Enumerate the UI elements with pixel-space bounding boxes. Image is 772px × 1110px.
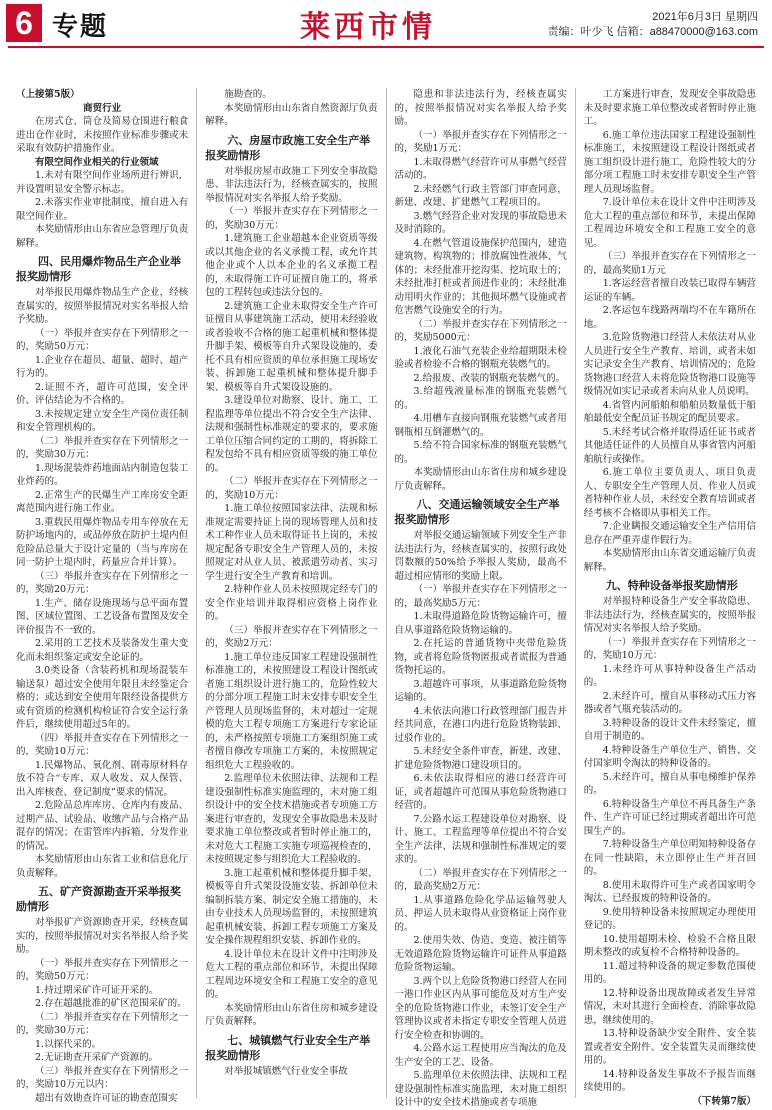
- article-column: [196, 88, 385, 1098]
- paragraph: 2.客运包车线路两端均不在车籍所在地。: [583, 305, 756, 330]
- paragraph: 2.未经燃气行政主管部门审查同意，新建、改建、扩建燃气工程项目的。: [394, 183, 567, 208]
- paragraph: （一）举报并查实存在下列情形之一的，奖励50万元：: [16, 957, 189, 982]
- paragraph: 2.给报废、改装的钢瓶充装燃气的。: [413, 372, 566, 384]
- paragraph: 6.施工单位违法国家工程建设强制性标准施工，未按照建设工程设计图纸或者施工组织设计进行施工，危险性较大的分部分项工程施工时未安排专职安全生产管理人员现场监督。: [583, 129, 756, 195]
- paragraph: 10.使用超期未检、检验不合格且限期未整改的或复检不合格特种设备的。: [583, 933, 756, 958]
- paragraph: 1.企业存在超员、超量、超时、超产行为的。: [16, 354, 189, 379]
- paragraph: 4.公路水运工程使用应当淘汰的危及生产安全的工艺、设备。: [394, 1043, 567, 1068]
- section-heading: 九、特种设备举报奖励情形: [605, 579, 738, 592]
- section-heading: 五、矿产资源勘查开采举报奖励情形: [16, 885, 181, 913]
- paragraph: 4.未依法向港口行政管理部门报告并经其同意，在港口内进行危险货物装卸、过驳作业的。: [394, 705, 567, 744]
- paragraph: 7.特种设备生产单位明知特种设备存在同一性缺陷，未立即停止生产并召回的。: [583, 839, 756, 877]
- subsection-heading: 有限空间作业相关的行业领域: [35, 156, 159, 168]
- paragraph: 6.特种设备生产单位不再具备生产条件、生产许可证已经过期或者超出许可范围生产的。: [583, 798, 756, 837]
- paragraph: 1.未取得道路危险货物运输许可，擅自从事道路危险货物运输的。: [394, 611, 567, 636]
- paragraph: 本奖励情形由山东省住房和城乡建设厅负责解释。: [205, 1002, 378, 1027]
- paragraph: 3.超越许可事项，从事道路危险货物运输的。: [394, 678, 567, 703]
- paragraph: 1.以探代采的。: [35, 1038, 102, 1050]
- paragraph: 6.未依法取得相应的港口经营许可证，或者超越许可范围从事危险货物港口经营的。: [394, 773, 567, 811]
- paragraph: 3.施工起重机械和整体提升脚手架、模板等自升式架设设施安装、拆卸单位未编制拆装方案、制定安全施工措施的，未由专业技术人员现场监督的，未按照建筑起重机械安装、拆卸工程专项施工方案及安全操作规程组织安装、拆卸作业的。: [205, 867, 378, 946]
- paragraph: 14.特种设备发生事故不予报告而继续使用的。: [583, 1068, 756, 1093]
- paragraph: 本奖励情形由山东省交通运输厅负责解释。: [583, 548, 756, 573]
- paragraph: 3.0类设备（含装药机和现场混装车输送泵）超过安全使用年限且未经鉴定合格的；或达到安全使用年限经设备提供方或有资质的检测机构检证符合安全运行条件后，继续使用超过5年的。: [16, 665, 189, 730]
- paragraph: 隐患和非法违法行为，经核查属实的，按照举报情况对实名举报人给予奖励。: [394, 89, 567, 127]
- page-header: [0, 0, 772, 48]
- issue-date: 2021年6月3日 星期四: [652, 11, 758, 23]
- paragraph: 2.存在超越批准的矿区范围采矿的。: [35, 998, 187, 1009]
- paragraph: （一）举报并查实存在下列情形之一的，奖励50万元：: [16, 327, 189, 352]
- paragraph: 2.使用失效、伪造、变造、被注销等无效道路危险货物运输许可证件从事道路危险货物运输。: [394, 935, 567, 973]
- paragraph: 2.证照不齐，超许可范围，安全评价、评估结论为不合格的。: [16, 381, 189, 406]
- paragraph: 4.用槽车直接向钢瓶充装燃气或者用钢瓶相互倒灌燃气的。: [394, 413, 567, 438]
- paragraph: 7.企业瞒报交通运输安全生产信用信息存在严重弄虚作假行为。: [583, 521, 756, 546]
- newspaper-masthead: 莱西市情: [300, 10, 436, 45]
- paragraph: 5.监理单位未依照法律、法规和工程建设强制性标准实施监理，未对施工组织设计中的安全技术措施或者专项施: [394, 1070, 567, 1108]
- paragraph: 本奖励情形由山东省应急管理厅负责解释。: [16, 224, 189, 249]
- paragraph: 1.施工单位按照国家法律、法规和标准规定需要持证上岗的现场管理人员和技术工种作业人员未取得证书上岗的，未按规定配备专职安全生产管理人员的，未按照规定对从业人员、被派遣劳动者、实习学生进行安全生产教育和培训。: [205, 503, 378, 582]
- paragraph: 1.液化石油气充装企业给超期限未检验或者检验不合格的钢瓶充装燃气的。: [394, 345, 567, 370]
- paragraph: 3.两个以上危险货物港口经营人在同一港口作业区内从事可能危及对方生产安全的危险货物港口作业，未签订安全生产管理协议或者未指定专职安全管理人员进行安全检查和协调的。: [394, 975, 567, 1041]
- paragraph: （二）举报并查实存在下列情形之一的，奖励5000元：: [394, 318, 567, 343]
- paragraph: 在房式仓、筒仓及简易仓围进行粮食进出仓作业时，未按照作业标准步骤或未采取有效防护措施作业。: [16, 116, 189, 154]
- paragraph: 2.正常生产的民爆生产工库房安全距离范围内进行施工作业。: [16, 489, 189, 514]
- paragraph: （一）举报并查实存在下列情形之一的，奖励10万元：: [583, 636, 756, 661]
- paragraph: 7.公路水运工程建设单位对勘察、设计、施工、工程监理等单位提出不符合安全生产法律、法规和强制性标准规定的要求的。: [394, 813, 567, 865]
- header-rule: [8, 46, 764, 48]
- paragraph: （三）举报并查实存在下列情形之一的，奖励10万元以内：: [16, 1065, 189, 1090]
- paragraph: 工方案进行审查，发现安全事故隐患未及时要求施工单位整改或者暂时停止施工。: [583, 89, 756, 127]
- paragraph: 8.使用未取得许可生产或者国家明令淘汰、已经报废的特种设备的。: [583, 879, 756, 904]
- paragraph: 2.危险品总库库房、仓库内有废品、过期产品、试验品、收缴产品与合格产品混存的情况；在雷管库内拆箱、分发作业的情况。: [16, 800, 189, 852]
- paragraph: 6.施工单位主要负责人、项目负责人、专职安全生产管理人员、作业人员或者特种作业人员，未经安全教育培训或者经考核不合格即从事相关工作。: [583, 467, 756, 519]
- paragraph: 1.从事道路危险化学品运输驾驶人员、押运人员未取得从业资格证上岗作业的。: [394, 894, 567, 933]
- paragraph: 11.超过特种设备的规定参数范围使用的。: [583, 960, 756, 985]
- subsection-heading: 商贸行业: [83, 102, 122, 114]
- paragraph: 3.未按规定建立安全生产岗位责任制和安全管理机构的。: [16, 408, 189, 433]
- paragraph: 4.设计单位未在设计文件中注明涉及危大工程的重点部位和环节，未提出保障工程周边环境安全和工程施工安全的意见的。: [205, 948, 378, 1000]
- paragraph: 2.建筑施工企业未取得安全生产许可证擅自从事建筑施工活动，使用未经验收或者验收不合格的施工起重机械和整体提升脚手架、模板等自升式架设设施的，委托不具有相应资质的单位承担施工现场安装、拆卸施工起重机械和整体提升脚手架、模板等自升式架设设施的。: [205, 300, 378, 393]
- paragraph: 本奖励情形由山东省住房和城乡建设厅负责解释。: [394, 467, 567, 492]
- paragraph: 5.未经许可，擅自从事电梯维护保养的。: [583, 771, 756, 796]
- article-columns: [8, 88, 764, 1108]
- section-title: 专题: [52, 12, 109, 42]
- paragraph: 3.燃气经营企业对发现的事故隐患未及时消除的。: [394, 210, 567, 235]
- paragraph: 1.未取得燃气经营许可从事燃气经营活动的。: [394, 156, 567, 181]
- editor-info: 责编：叶少飞 信箱：a88470000@163.com: [547, 26, 758, 38]
- paragraph: 2.在托运的普通货物中夹带危险货物，或者将危险货物匿报或者谎报为普通货物托运的。: [394, 638, 567, 676]
- section-heading: 七、城镇燃气行业安全生产举报奖励情形: [205, 1033, 371, 1062]
- article-column: [8, 88, 196, 1104]
- paragraph: 对举报城镇燃气行业安全事故: [224, 1065, 348, 1077]
- paragraph: 3.危险货物港口经营人未依法对从业人员进行安全生产教育、培训，或者未如实记录安全生产教育、培训情况的；危险货物港口经营人未将危险货物港口设施等级情况如实记录或者未向从业人员说明。: [583, 332, 756, 397]
- paragraph: 对举报民用爆炸物品生产企业，经核查属实的，按照举报情况对实名举报人给予奖励。: [16, 287, 189, 325]
- paragraph: 超出有效勘查许可证的勘查范围实: [35, 1092, 178, 1104]
- paragraph: 1.建筑施工企业超越本企业资质等级或以其他企业的名义承揽工程，或允许其他企业或个人以本企业的名义承揽工程的，未取得施工许可证擅自施工的，将承包的工程转包或违法分包的。: [205, 233, 378, 298]
- paragraph: 5.未经安全条件审查，新建、改建、扩建危险货物港口建设项目的。: [394, 746, 567, 771]
- paragraph: 1.未对有限空间作业场所进行辨识，并设置明显安全警示标志。: [16, 170, 189, 195]
- paragraph: 1.持过期采矿许可证开采的。: [35, 984, 159, 996]
- paragraph: （一）举报并查实存在下列情形之一的，奖励1万元：: [394, 129, 567, 154]
- section-heading: 四、民用爆炸物品生产企业举报奖励情形: [16, 255, 181, 283]
- paragraph: 3.建设单位对勘察、设计、施工、工程监理等单位提出不符合安全生产法律、法规和强制性标准规定的要求的，要求施工单位压缩合同约定的工期的，将拆除工程发包给不具有相应资质等级的施工单位的。: [205, 395, 378, 474]
- paragraph: 2.采用的工艺技术及装备发生重大变化而未组织鉴定或安全论证的。: [16, 638, 189, 663]
- paragraph: 本奖励情形由山东省工业和信息化厅负责解释。: [16, 854, 189, 879]
- paragraph: 对举报房屋市政施工下列安全事故隐患、非法违法行为，经核查属实的，按照举报情况对实名举报人给予奖励。: [205, 165, 378, 204]
- paragraph: 2.未落实作业审批制度，擅自进入有限空间作业。: [16, 197, 189, 222]
- paragraph: 施勘查的。: [224, 89, 272, 100]
- paragraph: （三）举报并查实存在下列情形之一的，奖励2万元：: [205, 624, 378, 649]
- paragraph: （二）举报并查实存在下列情形之一的，奖励10万元：: [205, 476, 378, 501]
- continuation-note: （下转第7版）: [692, 1095, 756, 1107]
- paragraph: （一）举报并查实存在下列情形之一的，奖励30万元：: [205, 206, 378, 231]
- paragraph: 对举报特种设备生产安全事故隐患、非法违法行为，经核查属实的，按照举报情况对实名举报人给予奖励。: [583, 596, 756, 634]
- paragraph: 7.设计单位未在设计文件中注明涉及危大工程的重点部位和环节，未提出保障工程周边环境安全和工程施工安全的意见。: [583, 197, 756, 249]
- paragraph: 1.客运经营者擅自改装已取得车辆营运证的车辆。: [583, 278, 756, 303]
- paragraph: （二）举报并查实存在下列情形之一的，最高奖励2万元：: [394, 867, 567, 892]
- paragraph: （三）举报并查实存在下列情形之一的，奖励20万元：: [16, 570, 189, 595]
- paragraph: 1.现场混装炸药地面站内制造包装工业炸药的。: [16, 462, 189, 487]
- paragraph: 2.特种作业人员未按照规定经专门的安全作业培训并取得相应资格上岗作业的。: [205, 584, 378, 622]
- paragraph: 2.未经许可，擅自从事移动式压力容器或者气瓶充装活动的。: [583, 690, 756, 715]
- paragraph: 对举报矿产资源勘查开采，经核查属实的，按照举报情况对实名举报人给予奖励。: [16, 917, 189, 955]
- paragraph: 4.省管内河船舶和船舶员数量低于船舶最低安全配员证书规定的配员要求。: [583, 399, 756, 424]
- paragraph: （二）举报并查实存在下列情形之一的，奖励30万元：: [16, 435, 189, 460]
- paragraph: 3.重载民用爆炸物品专用车停放在无防护场地内的，或品停放在防护土堤内但危险品总量大于设计定量的（当与库房在同一防护土堤内时，药量应合并计算）。: [16, 516, 189, 568]
- paragraph: 本奖励情形由山东省自然资源厅负责解释。: [205, 102, 378, 127]
- paragraph: （四）举报并查实存在下列情形之一的，奖励10万元：: [16, 732, 189, 757]
- paragraph: 1.生产、储存设施现场与总平面布置图、区域位置图、工艺设备布置图及安全评价报告不一致的。: [16, 597, 189, 636]
- continuation-note: （上接第5版）: [16, 89, 80, 100]
- paragraph: 2.监理单位未依照法律、法规和工程建设强制性标准实施监理的，未对施工组织设计中的安全技术措施或者专项施工方案进行审查的，发现安全事故隐患未及时要求施工单位整改或者暂时停止施工的，未对危大工程施工实施专项巡视检查的，未按照规定参与组织危大工程验收的。: [205, 773, 378, 865]
- paragraph: 2.无证勘查开采矿产资源的。: [35, 1052, 159, 1063]
- paragraph: 1.民爆物品、氧化剂、剧毒原材料存放不符合“专库、双人收发、双人保管、出入库核查、登记制度”要求的情况。: [16, 759, 189, 798]
- paragraph: 5.给不符合国家标准的钢瓶充装燃气的。: [394, 440, 567, 465]
- issue-meta: [548, 10, 758, 40]
- paragraph: 4.特种设备生产单位生产、销售、交付国家明令淘汰的特种设备的。: [583, 744, 756, 769]
- paragraph: 5.未经考试合格并取得适任证书或者其他适任证件的人员擅自从事省管内河船舶航行或操作。: [583, 426, 756, 465]
- paragraph: 4.在燃气管道设施保护范围内，建造建筑物、构筑物的；排放腐蚀性液体、气体的；未经批准开挖沟渠、挖坑取土的；未经批准打桩或者顶进作业的；未经批准动用明火作业的；其他损坏燃气设施或者危害燃气设施安全的行为。: [394, 237, 567, 316]
- paragraph: 对举报交通运输领域下列安全生产非法违法行为，经核查属实的，按照行政处罚数额的50%给予举报人奖励，最高不超过相应情形的奖励上限。: [394, 530, 567, 582]
- paragraph: 3.特种设备的设计文件未经鉴定，擅自用于制造的。: [583, 717, 756, 742]
- paragraph: 1.未经许可从事特种设备生产活动的。: [583, 663, 756, 688]
- paragraph: （三）举报并查实存在下列情形之一的，最高奖励1万元: [583, 251, 756, 276]
- section-heading: 六、房屋市政施工安全生产举报奖励情形: [205, 133, 371, 162]
- paragraph: 12.特种设备出现故障或者发生异常情况，未对其进行全面检查、消除事故隐患，继续使用的。: [583, 987, 756, 1026]
- paragraph: 1.施工单位违反国家工程建设强制性标准施工的，未按照建设工程设计图纸或者施工组织设计进行施工的，危险性较大的分部分项工程施工时未安排专职安全生产管理人员现场监督的，未对超过一定规模的危大工程专项施工方案进行专家论证的，未严格按照专项施工方案组织施工或者擅自修改专项施工方案的，未按照规定组织危大工程验收的。: [205, 651, 378, 771]
- paragraph: （一）举报并查实存在下列情形之一的，最高奖励5万元：: [394, 584, 567, 609]
- page-number: 6: [6, 4, 42, 42]
- paragraph: （二）举报并查实存在下列情形之一的，奖励30万元：: [16, 1011, 189, 1036]
- paragraph: 9.使用特种设备未按照规定办理使用登记的。: [583, 906, 756, 931]
- article-column: [575, 88, 764, 1107]
- article-column: [386, 88, 575, 1108]
- paragraph: 3.给超残液量标准的钢瓶充装燃气的。: [394, 386, 567, 411]
- section-heading: 八、交通运输领域安全生产举报奖励情形: [394, 498, 560, 526]
- paragraph: 13.特种设备缺少安全附件、安全装置或者安全附件、安全装置失灵而继续使用的。: [583, 1028, 756, 1066]
